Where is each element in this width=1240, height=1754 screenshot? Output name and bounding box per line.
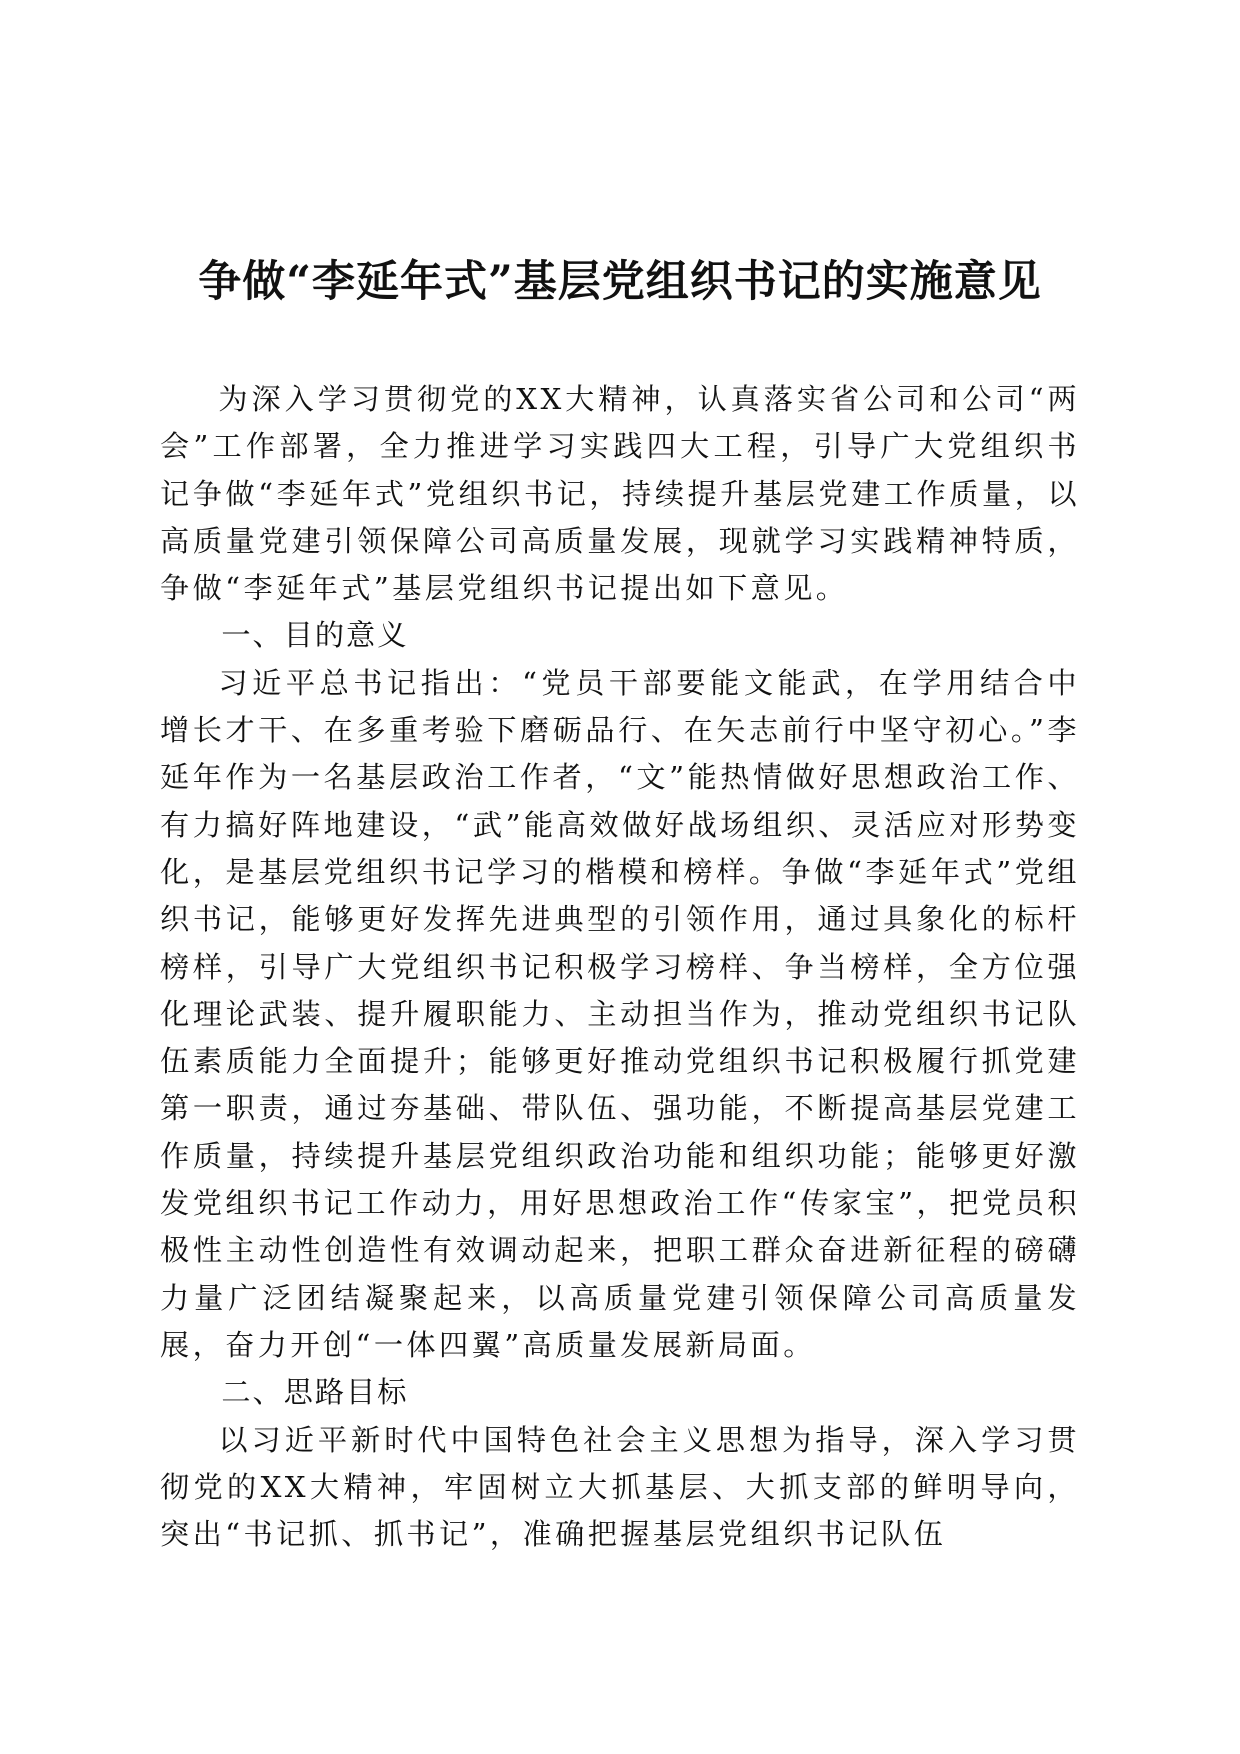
document-body (160, 376, 1080, 1558)
document-title: 争做“李延年式”基层党组织书记的实施意见 (198, 257, 1042, 307)
section-paragraph-purpose: 习近平总书记指出：“党员干部要能文能武，在学用结合中增长才干、在多重考验下磨砺品行、在矢志前行中坚守初心。”李延年作为一名基层政治工作者，“文”能热情做好思想政治工作、有力搞好阵地建设，“武”能高效做好战场组织、灵活应对形势变化，是基层党组织书记学习的楷模和榜样。争做“李延年式”党组织书记，能够更好发挥先进典型的引领作用，通过具象化的标杆榜样，引导广大党组织书记积极学习榜样、争当榜样，全方位强化理论武装、提升履职能力、主动担当作为，推动党组织书记队伍素质能力全面提升；能够更好推动党组织书记积极履行抓党建第一职责，通过夯基础、带队伍、强功能，不断提高基层党建工作质量，持续提升基层党组织政治功能和组织功能；能够更好激发党组织书记工作动力，用好思想政治工作“传家宝”，把党员积极性主动性创造性有效调动起来，把职工群众奋进新征程的磅礴力量广泛团结凝聚起来，以高质量党建引领保障公司高质量发展，奋力开创“一体四翼”高质量发展新局面。 (160, 665, 1080, 1362)
section-heading-goals: 二、思路目标 (221, 1375, 409, 1410)
section-heading-purpose: 一、目的意义 (221, 618, 409, 653)
intro-paragraph: 为深入学习贯彻党的XX大精神，认真落实省公司和公司“两会”工作部署，全力推进学习实践四大工程，引导广大党组织书记争做“李延年式”党组织书记，持续提升基层党建工作质量，以高质量党建引领保障公司高质量发展，现就学习实践精神特质，争做“李延年式”基层党组织书记提出如下意见。 (160, 382, 1080, 606)
section-paragraph-goals: 以习近平新时代中国特色社会主义思想为指导，深入学习贯彻党的XX大精神，牢固树立大抓基层、大抓支部的鲜明导向，突出“书记抓、抓书记”，准确把握基层党组织书记队伍 (160, 1422, 1080, 1552)
